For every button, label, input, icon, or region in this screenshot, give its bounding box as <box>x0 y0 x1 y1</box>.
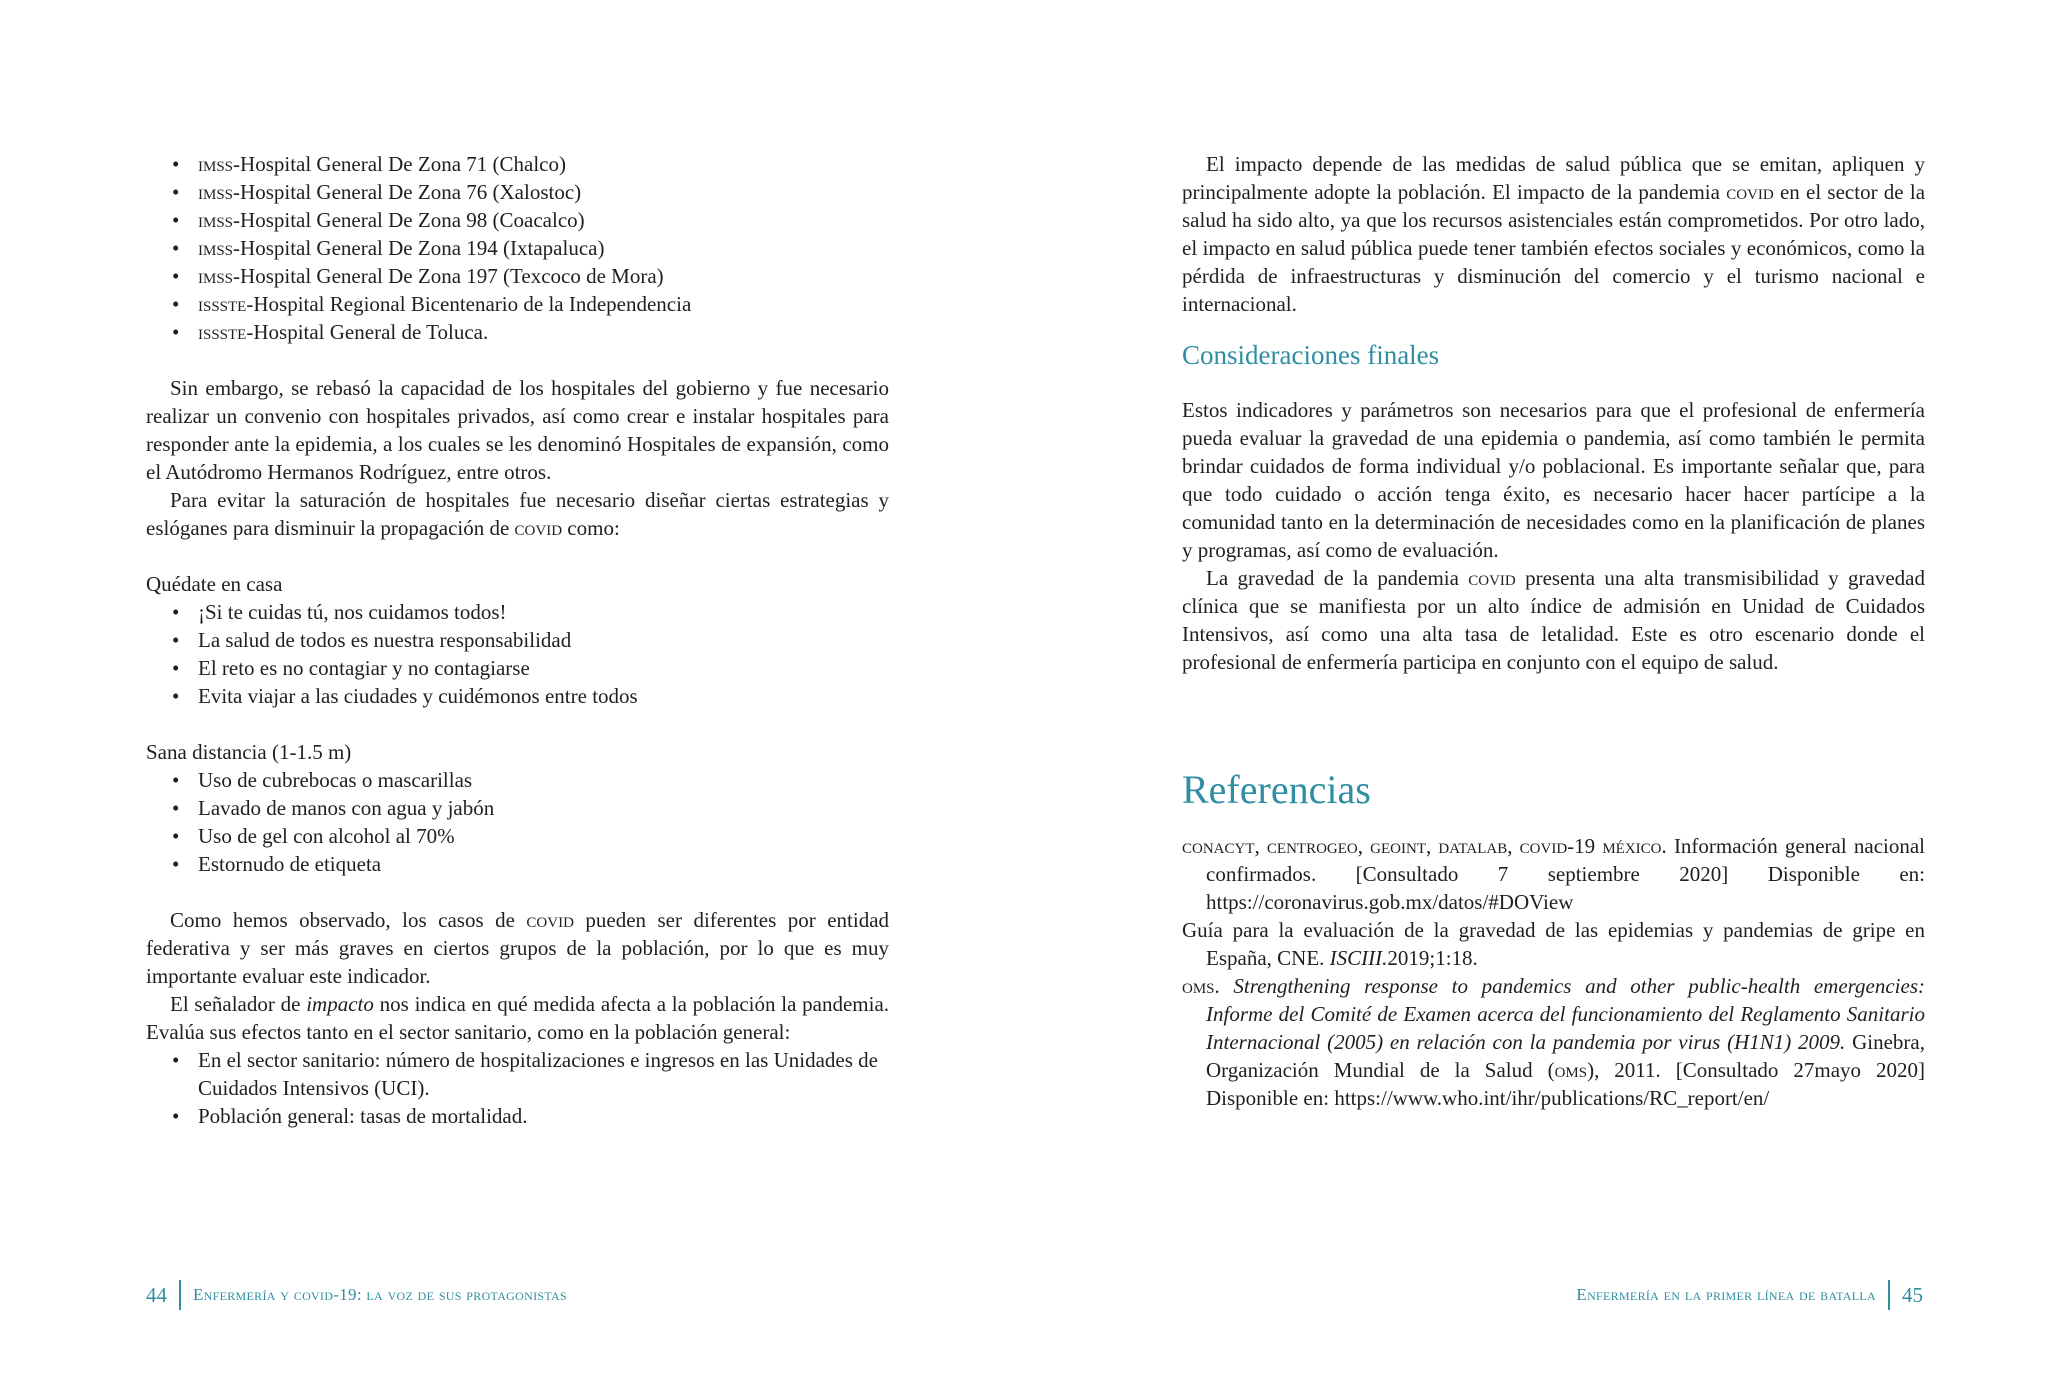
quedate-list <box>146 598 889 710</box>
right-page <box>1182 150 1925 1112</box>
list-item: • issste-Hospital General de Toluca. <box>172 318 889 346</box>
page-number: 44 <box>146 1282 167 1307</box>
reference-item: oms. Strengthening response to pandemics and other public-health emergencies: Informe del Comité de Examen acerca del funcionamiento del Reglamento Sanitario Internacional (2005) en relación con la pandemia por virus (H1N1) 2009. Ginebra, Organización Mundial de la Salud (oms), 2011. [Consultado 27mayo 2020] Disponible en: https://www.who.int/ihr/publications/RC_report/en/ <box>1182 974 1926 1110</box>
reference-item: Guía para la evaluación de la gravedad de las epidemias y pandemias de gripe en España, CNE. ISCIII.2019;1:18. <box>1182 918 1925 970</box>
list-item: • La salud de todos es nuestra responsabilidad <box>172 626 889 654</box>
footer-divider <box>179 1280 181 1310</box>
right-footer <box>1576 1280 1923 1310</box>
list-item: • imss-Hospital General De Zona 71 (Chalco) <box>172 150 889 178</box>
list-item: • Estornudo de etiqueta <box>172 850 889 878</box>
paragraph: Estos indicadores y parámetros son necesarios para que el profesional de enfermería pueda evaluar la gravedad de una epidemia o pandemia, así como también le permita brindar cuidados de forma individual y/o poblacional. Es importante señalar que, para que todo cuidado o acción tenga éxito, es necesario hacer hacer partícipe a la comunidad tanto en la determinación de necesidades como en la planificación de planes y programas, así como de evaluación. <box>1182 398 1925 562</box>
list-item: • En el sector sanitario: número de hospitalizaciones e ingresos en las Unidades de Cuidados Intensivos (UCI). <box>172 1046 889 1102</box>
footer-divider <box>1888 1280 1890 1310</box>
list-item: • imss-Hospital General De Zona 76 (Xalostoc) <box>172 178 889 206</box>
paragraph: El señalador de impacto nos indica en qué medida afecta a la población la pandemia. Evalúa sus efectos tanto en el sector sanitario, como en la población general: <box>146 992 890 1044</box>
list-item: • Uso de gel con alcohol al 70% <box>172 822 889 850</box>
hospital-list <box>146 150 889 346</box>
list-item: • Uso de cubrebocas o mascarillas <box>172 766 889 794</box>
list-item: • Evita viajar a las ciudades y cuidémonos entre todos <box>172 682 889 710</box>
list-item: • ¡Si te cuidas tú, nos cuidamos todos! <box>172 598 889 626</box>
list-item: • El reto es no contagiar y no contagiarse <box>172 654 889 682</box>
list-item: • Lavado de manos con agua y jabón <box>172 794 889 822</box>
page-number: 45 <box>1902 1282 1923 1307</box>
paragraph: El impacto depende de las medidas de salud pública que se emitan, apliquen y principalmente adopte la población. El impacto de la pandemia covid en el sector de la salud ha sido alto, ya que los recursos asistenciales están comprometidos. Por otro lado, el impacto en salud pública puede tener también efectos sociales y económicos, como la pérdida de infraestructuras y disminución del comercio y el turismo nacional e internacional. <box>1182 152 1926 316</box>
paragraph: La gravedad de la pandemia covid presenta una alta transmisibilidad y gravedad clínica que se manifiesta por un alto índice de admisión en Unidad de Cuidados Intensivos, así como una alta tasa de letalidad. Este es otro escenario donde el profesional de enfermería participa en conjunto con el equipo de salud. <box>1182 566 1925 674</box>
sana-list <box>146 766 889 878</box>
list-label: Sana distancia (1-1.5 m) <box>146 740 352 764</box>
list-item: • imss-Hospital General De Zona 194 (Ixtapaluca) <box>172 234 889 262</box>
reference-item: conacyt, centrogeo, geoint, datalab, covid-19 méxico. Información general nacional confirmados. [Consultado 7 septiembre 2020] Disponible en: https://coronavirus.gob.mx/datos/#DOView <box>1182 834 1926 914</box>
references-heading: Referencias <box>1182 767 1371 812</box>
list-item: • Población general: tasas de mortalidad. <box>172 1102 889 1130</box>
list-item: • imss-Hospital General De Zona 98 (Coacalco) <box>172 206 889 234</box>
left-footer <box>146 1280 567 1310</box>
left-page <box>146 150 889 1130</box>
impact-list <box>146 1046 889 1130</box>
list-item: • imss-Hospital General De Zona 197 (Texcoco de Mora) <box>172 262 889 290</box>
paragraph: Para evitar la saturación de hospitales fue necesario diseñar ciertas estrategias y eslóganes para disminuir la propagación de covid como: <box>146 488 889 540</box>
paragraph: Como hemos observado, los casos de covid pueden ser diferentes por entidad federativa y ser más graves en ciertos grupos de la población, por lo que es muy importante evaluar este indicador. <box>146 908 890 988</box>
running-title: Enfermería en la primer línea de batalla <box>1576 1285 1876 1304</box>
paragraph: Sin embargo, se rebasó la capacidad de los hospitales del gobierno y fue necesario realizar un convenio con hospitales privados, así como crear e instalar hospitales para responder ante la epidemia, a los cuales se les denominó Hospitales de expansión, como el Autódromo Hermanos Rodríguez, entre otros. <box>146 376 889 484</box>
section-heading: Consideraciones finales <box>1182 340 1440 370</box>
running-title: Enfermería y covid-19: la voz de sus protagonistas <box>193 1285 567 1304</box>
list-item: • issste-Hospital Regional Bicentenario de la Independencia <box>172 290 889 318</box>
list-label: Quédate en casa <box>146 572 283 596</box>
